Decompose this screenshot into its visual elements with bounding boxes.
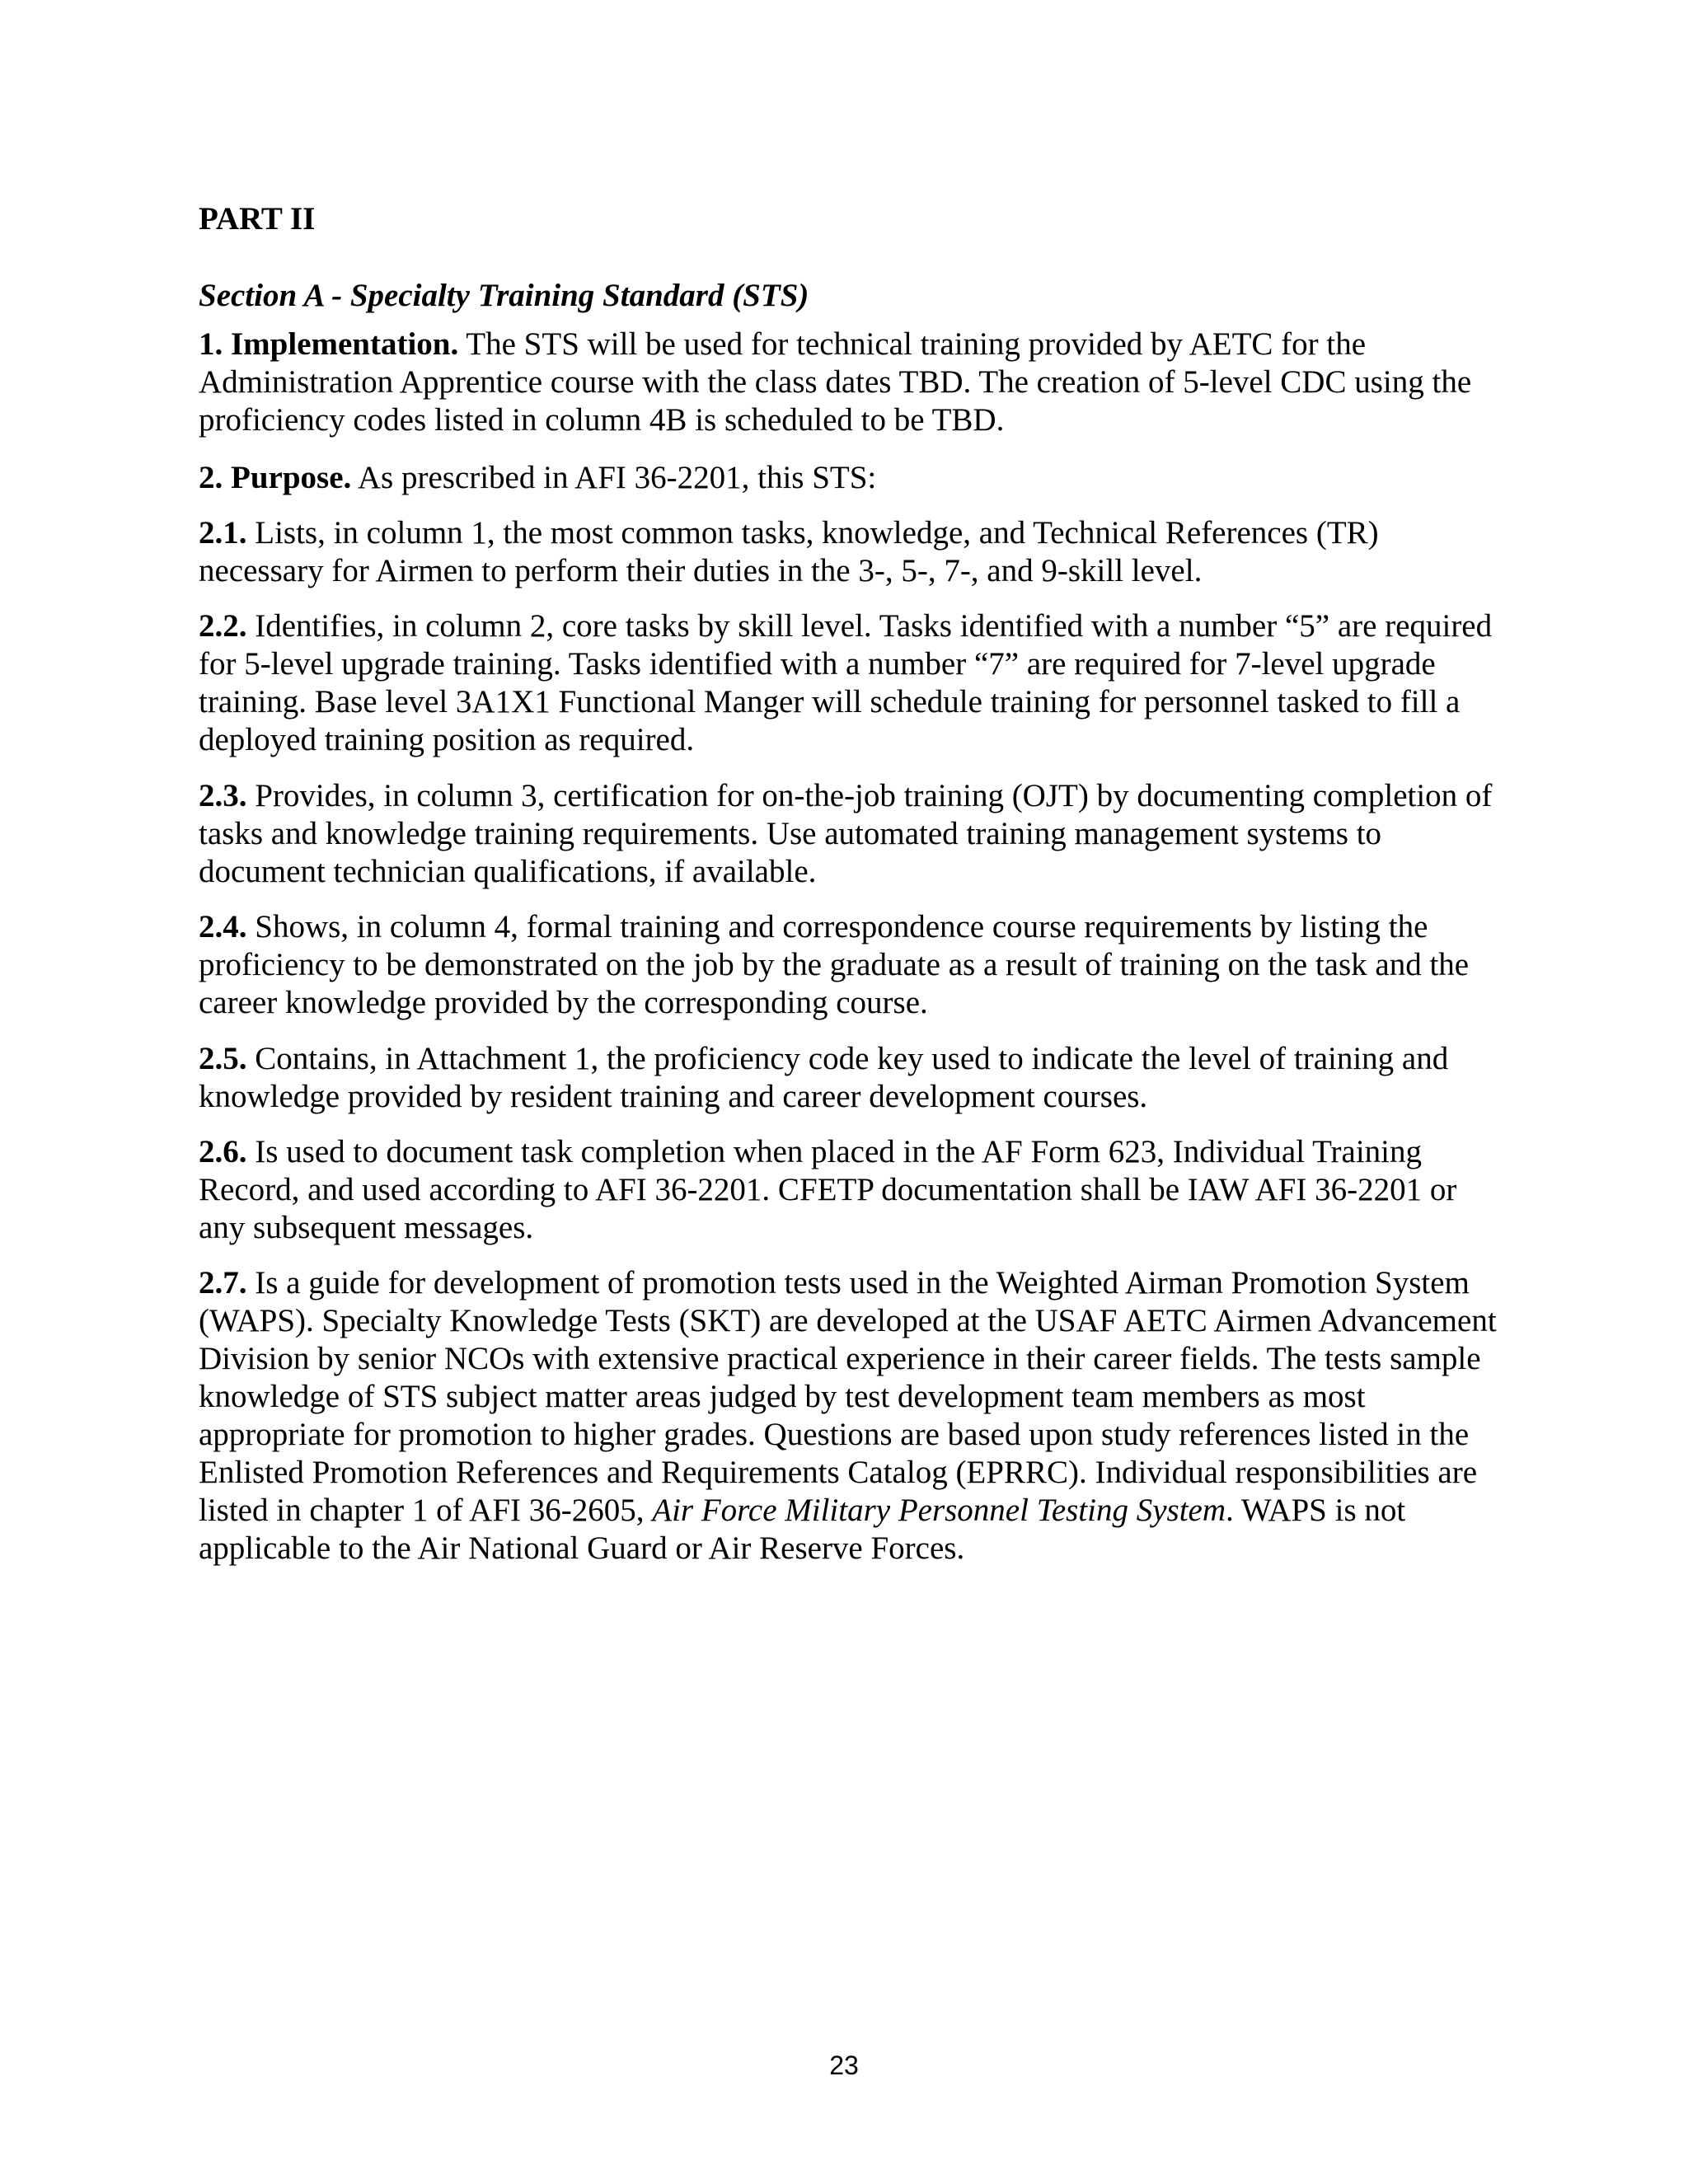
- paragraph-text: As prescribed in AFI 36-2201, this STS:: [357, 460, 877, 495]
- paragraph-2-4: [199, 908, 1509, 1022]
- paragraph-number: 1.: [199, 326, 223, 362]
- paragraph-number: 2.2.: [199, 608, 247, 644]
- paragraph-2-5: [199, 1040, 1509, 1116]
- paragraph-text: Shows, in column 4, formal training and correspondence course requirements by listing the proficiency to be demonstrated on the job by the graduate as a result of training on the task and the career knowledge provided by the corresponding course.: [199, 909, 1470, 1020]
- paragraph-2-1: [199, 514, 1509, 590]
- paragraph-number: 2.6.: [199, 1134, 247, 1169]
- paragraph-2-3: [199, 777, 1509, 891]
- paragraph-text: Provides, in column 3, certification for on-the-job training (OJT) by documenting completion of tasks and knowledge training requirements. Use automated training management systems to document technician qualifications, if available.: [199, 778, 1493, 889]
- part-title: PART II: [199, 201, 316, 237]
- paragraph-2-2: [199, 607, 1509, 759]
- paragraph-text: The STS will be used for technical training provided by AETC for the Administration Apprentice course with the class dates TBD. The creation of 5-level CDC using the proficiency codes listed in column 4B is scheduled to be TBD.: [199, 326, 1472, 438]
- paragraph-number: 2.1.: [199, 515, 247, 551]
- paragraph-number: 2.7.: [199, 1265, 247, 1301]
- paragraph-2-7: [199, 1264, 1509, 1568]
- paragraph-text: Identifies, in column 2, core tasks by skill level. Tasks identified with a number “5” are required for 5-level upgrade training. Tasks identified with a number “7” are required for 7-level upgrade training. Base level 3A1X1 Functional Manger will schedule training for personnel tasked to fill a deployed training position as required.: [199, 608, 1493, 757]
- paragraph-heading: Purpose.: [231, 460, 352, 495]
- page-number: 23: [829, 2050, 859, 2080]
- paragraph-2-6: [199, 1133, 1509, 1247]
- paragraph-text: Lists, in column 1, the most common tasks, knowledge, and Technical References (TR) necessary for Airmen to perform their duties in the 3-, 5-, 7-, and 9-skill level.: [199, 515, 1379, 588]
- paragraph-number: 2.3.: [199, 778, 247, 813]
- paragraph-number: 2.: [199, 460, 223, 495]
- paragraph-text: Is used to document task completion when placed in the AF Form 623, Individual Training Record, and used according to AFI 36-2201. CFETP documentation shall be IAW AFI 36-2201 or any subsequent messages.: [199, 1134, 1457, 1245]
- paragraph-heading: Implementation.: [231, 326, 459, 362]
- paragraph-text-end: . WAPS is not applicable to the Air National Guard or Air Reserve Forces.: [199, 1493, 1406, 1566]
- publication-title: Air Force Military Personnel Testing System: [652, 1493, 1226, 1528]
- section-title: Section A - Specialty Training Standard (STS): [199, 278, 809, 313]
- paragraph-number: 2.5.: [199, 1041, 247, 1076]
- paragraph-text: Is a guide for development of promotion tests used in the Weighted Airman Promotion System (WAPS). Specialty Knowledge Tests (SKT) are developed at the USAF AETC Airmen Advancement Division by senior NCOs with extensive practical experience in their career fields. The tests sample knowledge of STS subject matter areas judged by test development team members as most appropriate for promotion to higher grades. Questions are based upon study references listed in the Enlisted Promotion References and Requirements Catalog (EPRRC). Individual responsibilities are listed in chapter 1 of AFI 36-2605,: [199, 1265, 1497, 1528]
- paragraph-2-purpose: [199, 459, 1509, 497]
- paragraph-number: 2.4.: [199, 909, 247, 944]
- paragraph-text: Contains, in Attachment 1, the proficiency code key used to indicate the level of training and knowledge provided by resident training and career development courses.: [199, 1041, 1449, 1114]
- paragraph-1-implementation: [199, 326, 1509, 439]
